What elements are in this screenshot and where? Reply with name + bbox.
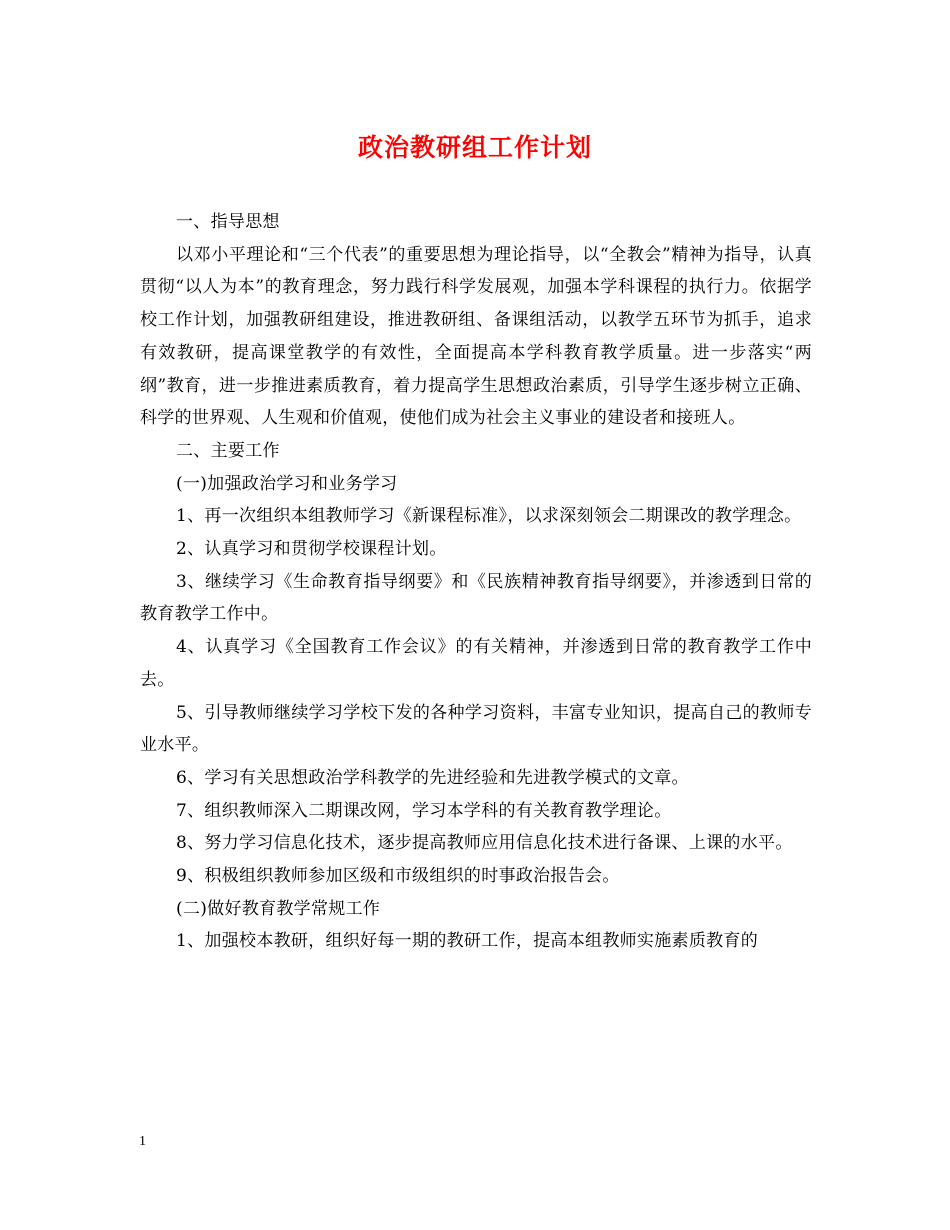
- document-body: [140, 206, 812, 958]
- subheading-study: (一)加强政治学习和业务学习: [176, 473, 398, 494]
- page-title: 政治教研组工作计划: [357, 133, 592, 162]
- list-item: 6、学习有关思想政治学科教学的先进经验和先进教学模式的文章。: [176, 767, 689, 788]
- heading-guiding-ideology: 一、指导思想: [176, 212, 280, 232]
- list-item: 7、组织教师深入二期课改网，学习本学科的有关教育教学理论。: [176, 800, 672, 821]
- list-item: 5、引导教师继续学习学校下发的各种学习资料，丰富专业知识，提高自己的教师专业水平。: [140, 702, 812, 756]
- paragraph-guiding-ideology: 以邓小平理论和“三个代表”的重要思想为理论指导，以“全教会”精神为指导，认真贯彻“以人为本”的教育理念，努力践行科学发展观，加强本学科课程的执行力。依据学校工作计划，加强教研组建设，推进教研组、备课组活动，以教学五环节为抓手，追求有效教研，提高课堂教学的有效性，全面提高本学科教育教学质量。进一步落实“两纲”教育，进一步推进素质教育，着力提高学生思想政治素质，引导学生逐步树立正确、科学的世界观、人生观和价值观，使他们成为社会主义事业的建设者和接班人。: [140, 244, 812, 429]
- list-item: 9、积极组织教师参加区级和市级组织的时事政治报告会。: [176, 866, 620, 887]
- page-number: 1: [139, 1134, 146, 1149]
- heading-main-work: 二、主要工作: [176, 440, 280, 461]
- list-item: 3、继续学习《生命教育指导纲要》和《民族精神教育指导纲要》，并渗透到日常的教育教学工作中。: [140, 571, 812, 625]
- list-item: 1、加强校本教研，组织好每一期的教研工作，提高本组教师实施素质教育的: [176, 931, 759, 952]
- list-item: 1、再一次组织本组教师学习《新课程标准》，以求深刻领会二期课改的教学理念。: [176, 506, 802, 527]
- list-item: 2、认真学习和贯彻学校课程计划。: [176, 539, 447, 560]
- subheading-routine-work: (二)做好教育教学常规工作: [176, 898, 381, 919]
- list-item: 8、努力学习信息化技术，逐步提高教师应用信息化技术进行备课、上课的水平。: [176, 833, 793, 854]
- list-item: 4、认真学习《全国教育工作会议》的有关精神，并渗透到日常的教育教学工作中去。: [140, 637, 812, 690]
